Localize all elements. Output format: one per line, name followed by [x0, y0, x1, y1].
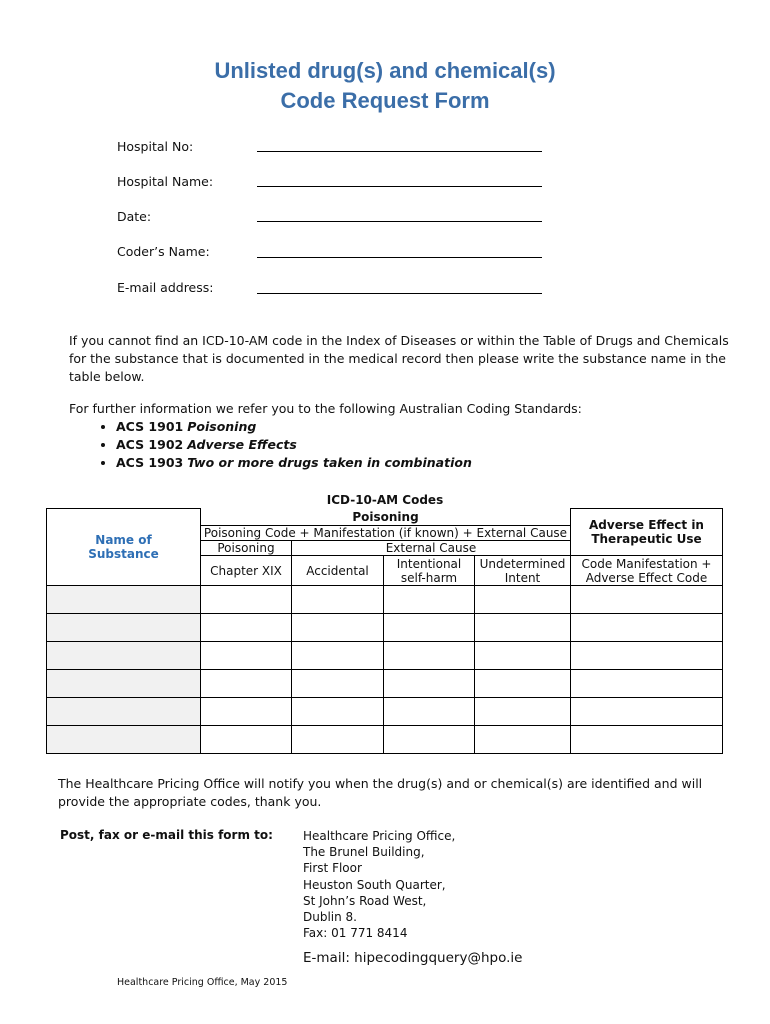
standards-list [84, 418, 472, 472]
hospital-no-label: Hospital No: [117, 139, 194, 154]
table-row [47, 670, 723, 698]
code-cell[interactable] [292, 698, 384, 726]
adverse-subheader: Code Manifestation + Adverse Effect Code [571, 556, 723, 586]
code-cell[interactable] [475, 642, 571, 670]
name-of-substance-header: Name of Substance [47, 509, 201, 586]
address-line: Healthcare Pricing Office, [303, 829, 456, 843]
substance-cell[interactable] [47, 670, 201, 698]
code-cell[interactable] [384, 698, 475, 726]
address-line: Heuston South Quarter, [303, 877, 446, 892]
accidental-header: Accidental [292, 556, 384, 586]
contact-email[interactable]: E-mail: hipecodingquery@hpo.ie [303, 950, 523, 966]
code-cell[interactable] [201, 586, 292, 614]
intentional-header: Intentional self-harm [384, 556, 475, 586]
contact-label: Post, fax or e-mail this form to: [60, 828, 273, 842]
chapter-header: Chapter XIX [201, 556, 292, 586]
code-cell[interactable] [201, 642, 292, 670]
adverse-effect-header: Adverse Effect in Therapeutic Use [571, 509, 723, 556]
address-line: The Brunel Building, [303, 845, 425, 860]
standard-code: ACS 1901 [116, 419, 184, 434]
form-title [0, 56, 770, 116]
title-line-2: Code Request Form [280, 88, 490, 113]
substance-cell[interactable] [47, 614, 201, 642]
standard-desc: Poisoning [187, 419, 257, 434]
coder-name-field[interactable] [257, 257, 542, 258]
intro-paragraph: If you cannot find an ICD-10-AM code in the Index of Diseases or within the Table of Drugs and Chemicals for the substance that is documented in the medical record then please write the substance name in the table below. [69, 333, 729, 384]
address-line: Dublin 8. [303, 910, 357, 925]
code-cell[interactable] [384, 670, 475, 698]
code-cell[interactable] [571, 614, 723, 642]
table-row [47, 698, 723, 726]
address-block [303, 828, 455, 941]
fax-line: Fax: 01 771 8414 [303, 926, 408, 941]
code-cell[interactable] [201, 670, 292, 698]
poisoning-formula: Poisoning Code + Manifestation (if known) + External Cause [201, 526, 571, 541]
table-row [47, 614, 723, 642]
address-line: First Floor [303, 861, 362, 876]
code-cell[interactable] [384, 614, 475, 642]
hospital-name-label: Hospital Name: [117, 174, 214, 189]
standard-item [116, 454, 472, 472]
email-address-field[interactable] [257, 293, 542, 294]
standard-desc: Two or more drugs taken in combination [187, 455, 472, 470]
code-cell[interactable] [384, 642, 475, 670]
code-cell[interactable] [384, 586, 475, 614]
code-cell[interactable] [201, 726, 292, 754]
code-cell[interactable] [571, 670, 723, 698]
standards-intro: For further information we refer you to the following Australian Coding Standards: [69, 401, 582, 416]
code-cell[interactable] [292, 726, 384, 754]
codes-table [46, 508, 723, 754]
coder-name-label: Coder’s Name: [117, 244, 210, 259]
code-cell[interactable] [475, 698, 571, 726]
code-cell[interactable] [475, 726, 571, 754]
standard-desc: Adverse Effects [187, 437, 297, 452]
code-cell[interactable] [571, 698, 723, 726]
footer-text: Healthcare Pricing Office, May 2015 [117, 977, 288, 988]
table-row [47, 642, 723, 670]
date-label: Date: [117, 209, 152, 224]
code-cell[interactable] [384, 726, 475, 754]
code-cell[interactable] [292, 614, 384, 642]
code-cell[interactable] [201, 614, 292, 642]
standard-code: ACS 1902 [116, 437, 184, 452]
substance-cell[interactable] [47, 726, 201, 754]
code-cell[interactable] [475, 670, 571, 698]
undetermined-header: Undetermined Intent [475, 556, 571, 586]
substance-cell[interactable] [47, 642, 201, 670]
address-line: St John’s Road West, [303, 893, 427, 908]
hospital-name-field[interactable] [257, 186, 542, 187]
email-address-label: E-mail address: [117, 280, 214, 295]
table-caption: ICD-10-AM Codes [326, 493, 444, 507]
hospital-no-field[interactable] [257, 151, 542, 152]
table-row [47, 586, 723, 614]
standard-code: ACS 1903 [116, 455, 184, 470]
code-cell[interactable] [292, 642, 384, 670]
poisoning-subheader: Poisoning [201, 541, 292, 556]
poisoning-header: Poisoning [201, 509, 571, 526]
code-cell[interactable] [292, 586, 384, 614]
code-cell[interactable] [201, 698, 292, 726]
code-cell[interactable] [571, 642, 723, 670]
closing-paragraph: The Healthcare Pricing Office will notify you when the drug(s) and or chemical(s) are identified and will provide the appropriate codes, thank you. [58, 776, 703, 809]
code-cell[interactable] [571, 586, 723, 614]
date-field[interactable] [257, 221, 542, 222]
code-cell[interactable] [475, 614, 571, 642]
substance-cell[interactable] [47, 586, 201, 614]
code-cell[interactable] [292, 670, 384, 698]
substance-cell[interactable] [47, 698, 201, 726]
standard-item [116, 436, 472, 454]
title-line-1: Unlisted drug(s) and chemical(s) [214, 58, 556, 83]
external-cause-header: External Cause [292, 541, 571, 556]
standard-item [116, 418, 472, 436]
table-row [47, 726, 723, 754]
code-cell[interactable] [475, 586, 571, 614]
code-cell[interactable] [571, 726, 723, 754]
